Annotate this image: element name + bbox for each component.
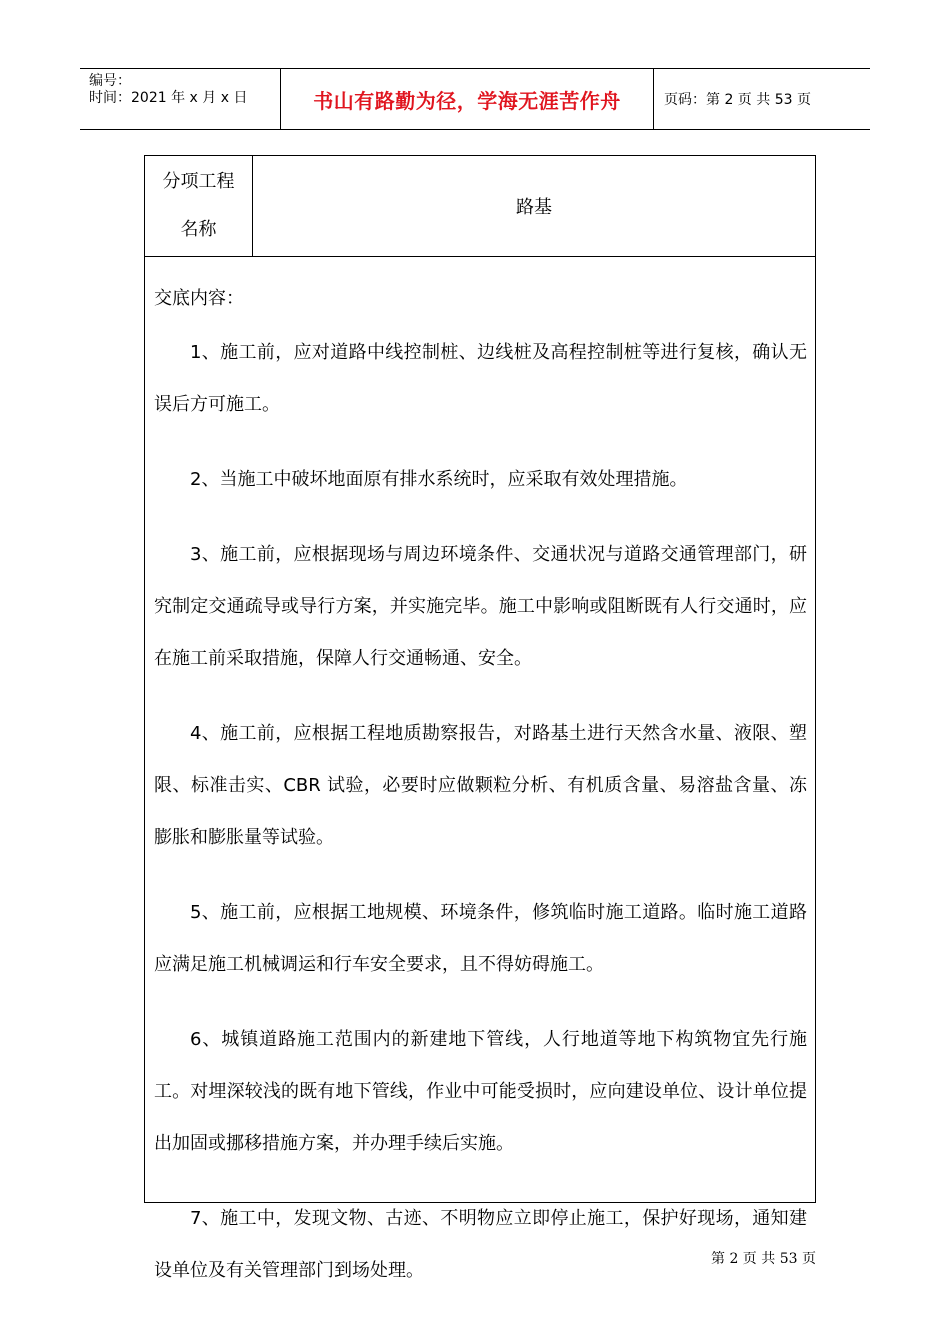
item-name-label-line1: 分项工程 (162, 171, 235, 192)
content-section (145, 257, 815, 1297)
page-footer: 第 2 页 共 53 页 (711, 1251, 816, 1267)
content-title: 交底内容： (154, 288, 244, 309)
header-meta (80, 69, 281, 129)
content-paragraph: 3、施工前，应根据现场与周边环境条件、交通状况与道路交通管理部门，研究制定交通疏导或导行方案，并实施完毕。施工中影响或阻断既有人行交通时，应在施工前采取措施，保障人行交通畅通、安全。 (154, 544, 807, 669)
number-label: 编号： (89, 73, 131, 89)
content-paragraph: 5、施工前，应根据工地规模、环境条件，修筑临时施工道路。临时施工道路应满足施工机械调运和行车安全要求，且不得妨碍施工。 (154, 902, 807, 975)
item-name-label-line2: 名称 (180, 219, 217, 240)
header-motto: 书山有路勤为径，学海无涯苦作舟 (281, 69, 654, 129)
item-name-value: 路基 (516, 197, 552, 218)
item-name-row (145, 156, 815, 257)
content-paragraph: 6、城镇道路施工范围内的新建地下管线，人行地道等地下构筑物宜先行施工。对埋深较浅的既有地下管线，作业中可能受损时，应向建设单位、设计单位提出加固或挪移措施方案，并办理手续后实施。 (154, 1029, 807, 1154)
page-header (80, 68, 870, 130)
time-label: 时间：2021 年 x 月 x 日 (89, 90, 248, 106)
content-paragraph: 7、施工中，发现文物、古迹、不明物应立即停止施工，保护好现场，通知建设单位及有关管理部门到场处理。 (154, 1208, 807, 1281)
item-name-label (145, 156, 253, 256)
header-page-info: 页码：第 2 页 共 53 页 (664, 92, 811, 108)
content-paragraph: 2、当施工中破坏地面原有排水系统时，应采取有效处理措施。 (190, 469, 688, 490)
content-paragraph: 4、施工前，应根据工程地质勘察报告，对路基土进行天然含水量、液限、塑限、标准击实、CBR 试验，必要时应做颗粒分析、有机质含量、易溶盐含量、冻膨胀和膨胀量等试验。 (154, 723, 807, 848)
content-paragraph: 1、施工前，应对道路中线控制桩、边线桩及高程控制桩等进行复核，确认无误后方可施工。 (154, 342, 807, 415)
